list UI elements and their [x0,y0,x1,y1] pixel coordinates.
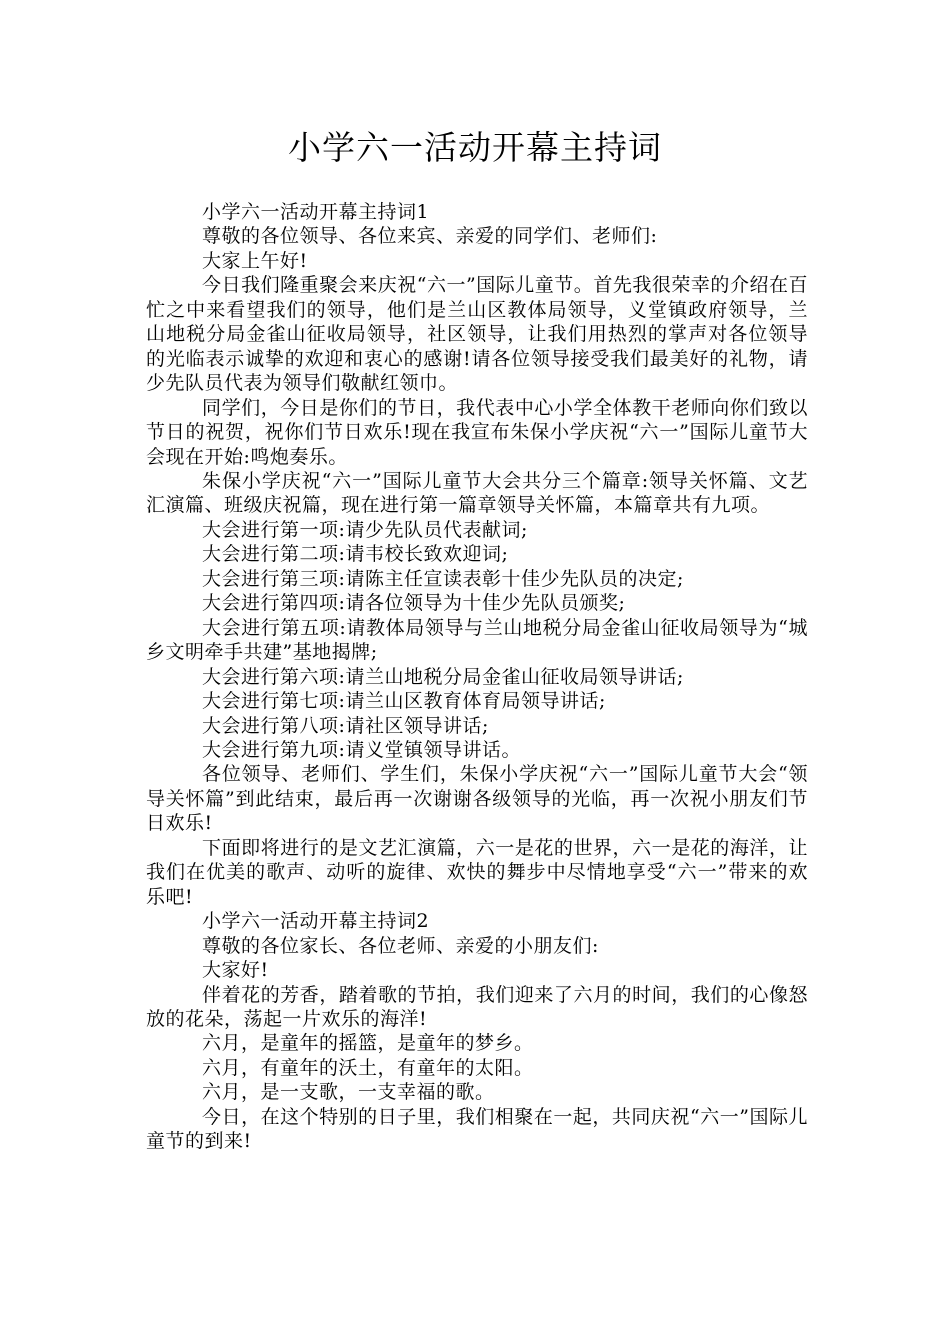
agenda-item: 大会进行第五项:请教体局领导与兰山地税分局金雀山征收局领导为“城乡文明牵手共建”基地揭牌; [146,616,808,664]
paragraph: 六月，有童年的沃土，有童年的太阳。 [202,1056,534,1079]
salutation: 尊敬的各位领导、各位来宾、亲爱的同学们、老师们: [202,225,658,248]
paragraph: 朱保小学庆祝“六一”国际儿童节大会共分三个篇章:领导关怀篇、文艺汇演篇、班级庆祝篇，现在进行第一篇章领导关怀篇，本篇章共有九项。 [146,469,808,517]
paragraph: 六月，是一支歌，一支幸福的歌。 [202,1081,495,1104]
paragraph: 六月，是童年的摇篮，是童年的梦乡。 [202,1032,534,1055]
paragraph: 伴着花的芳香，踏着歌的节拍，我们迎来了六月的时间，我们的心像怒放的花朵，荡起一片欢乐的海洋! [146,983,808,1030]
paragraph: 同学们，今日是你们的节日，我代表中心小学全体教干老师向你们致以节日的祝贺，祝你们节日欢乐!现在我宣布朱保小学庆祝“六一”国际儿童节大会现在开始:鸣炮奏乐。 [146,396,808,468]
salutation: 尊敬的各位家长、各位老师、亲爱的小朋友们: [202,934,599,957]
paragraph: 各位领导、老师们、学生们，朱保小学庆祝“六一”国际儿童节大会“领导关怀篇”到此结束，最后再一次谢谢各级领导的光临，再一次祝小朋友们节日欢乐! [146,763,808,835]
agenda-item: 大会进行第七项:请兰山区教育体育局领导讲话; [202,690,606,713]
agenda-item: 大会进行第九项:请义堂镇领导讲话。 [202,738,521,761]
agenda-item: 大会进行第八项:请社区领导讲话; [202,714,489,737]
agenda-item: 大会进行第四项:请各位领导为十佳少先队员颁奖; [202,592,626,615]
agenda-item: 大会进行第一项:请少先队员代表献词; [202,518,528,541]
document-body [146,200,808,1154]
agenda-item: 大会进行第三项:请陈主任宣读表彰十佳少先队员的决定; [202,567,684,590]
document-title: 小学六一活动开幕主持词 [288,128,662,167]
paragraph: 今日，在这个特别的日子里，我们相聚在一起，共同庆祝“六一”国际儿童节的到来! [146,1105,808,1153]
agenda-item: 大会进行第二项:请韦校长致欢迎词; [202,543,509,566]
paragraph: 今日我们隆重聚会来庆祝“六一”国际儿童节。首先我很荣幸的介绍在百忙之中来看望我们的领导，他们是兰山区教体局领导，义堂镇政府领导，兰山地税分局金雀山征收局领导，社区领导，让我们用热烈的掌声对各位领导的光临表示诚挚的欢迎和衷心的感谢!请各位领导接受我们最美好的礼物，请少先队员代表为领导们敬献红领巾。 [146,274,808,395]
section-heading: 小学六一活动开幕主持词2 [202,910,430,933]
section-heading: 小学六一活动开幕主持词1 [202,201,430,223]
greeting: 大家好! [202,959,269,982]
agenda-item: 大会进行第六项:请兰山地税分局金雀山征收局领导讲话; [202,665,684,688]
paragraph: 下面即将进行的是文艺汇演篇，六一是花的世界，六一是花的海洋，让我们在优美的歌声、动听的旋律、欢快的舞步中尽情地享受“六一”带来的欢乐吧! [146,836,808,908]
greeting: 大家上午好! [202,249,308,272]
